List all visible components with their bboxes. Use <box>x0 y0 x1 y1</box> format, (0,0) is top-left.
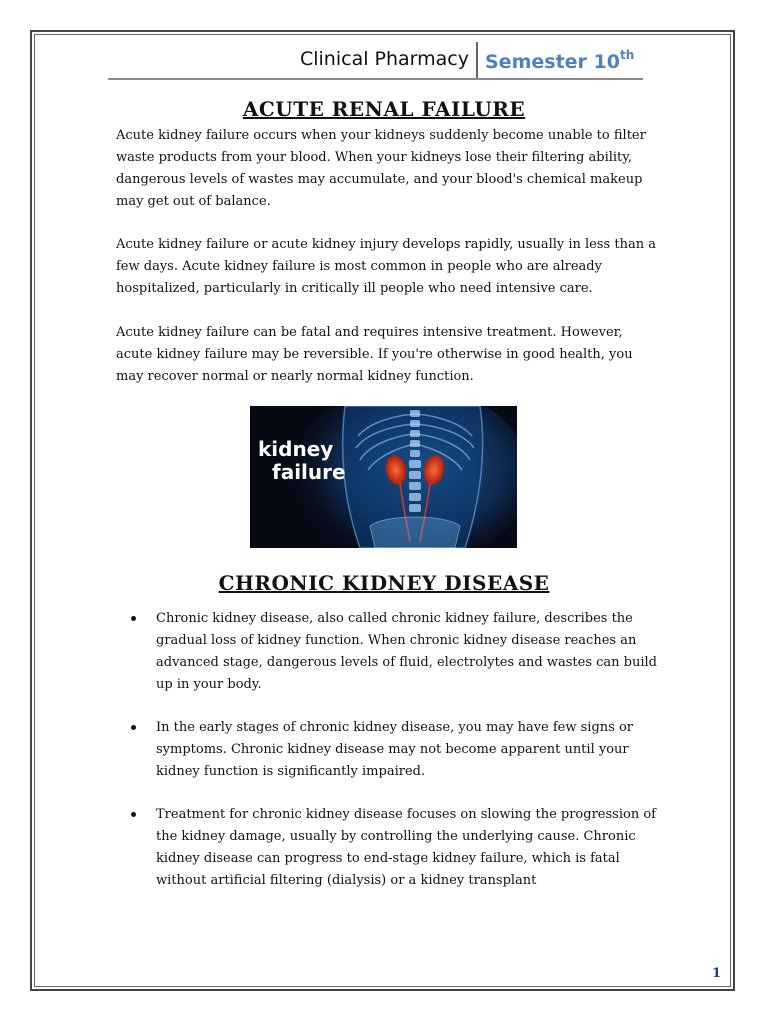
image-caption-line2: failure <box>272 460 346 484</box>
paragraph-1: Acute kidney failure occurs when your kidneys suddenly become unable to filter waste products from your blood. When your kidneys lose their filtering ability, dangerous levels of wastes may accumulate, and your blood's chemical makeup may get out of balance. <box>116 128 646 209</box>
bullet-icon <box>131 812 136 817</box>
list-item-text: Treatment for chronic kidney disease focuses on slowing the progression of the kidney damage, usually by controlling the underlying cause. Chronic kidney disease can progress to end-stage kidney failure, which is fatal without artificial filtering (dialysis) or a kidney transplant <box>156 807 656 888</box>
page-header <box>108 42 643 80</box>
header-course-title: Clinical Pharmacy <box>299 48 469 70</box>
page-number: 1 <box>712 966 722 981</box>
kidney-failure-image <box>250 406 517 548</box>
section-title-acute-renal-failure: ACUTE RENAL FAILURE <box>242 97 526 121</box>
list-item-text: In the early stages of chronic kidney disease, you may have few signs or symptoms. Chronic kidney disease may not become apparent until your kidney function is significantly impaired. <box>156 720 634 779</box>
image-caption-line1: kidney <box>258 437 334 461</box>
ckd-bullet-list <box>128 608 658 913</box>
header-semester-sup: th <box>619 48 635 62</box>
header-semester <box>485 48 634 73</box>
list-item <box>128 717 658 783</box>
header-semester-text: Semester 10 <box>485 51 620 73</box>
section-title-chronic-kidney-disease: CHRONIC KIDNEY DISEASE <box>218 571 550 595</box>
list-item <box>128 804 658 892</box>
bullet-icon <box>131 725 136 730</box>
bullet-icon <box>131 616 136 621</box>
header-separator <box>476 42 478 78</box>
list-item-text: Chronic kidney disease, also called chronic kidney failure, describes the gradual loss of kidney function. When chronic kidney disease reaches an advanced stage, dangerous levels of fluid, electrolytes and wastes can build up in your body. <box>156 611 658 692</box>
image-caption <box>258 438 346 484</box>
paragraph-3: Acute kidney failure can be fatal and requires intensive treatment. However, acute kidney failure may be reversible. If you're otherwise in good health, you may recover normal or nearly normal kidney function. <box>116 325 633 384</box>
paragraph-2: Acute kidney failure or acute kidney injury develops rapidly, usually in less than a few days. Acute kidney failure is most common in people who are already hospitalized, particularly in critically ill people who need intensive care. <box>116 237 656 296</box>
list-item <box>128 608 658 696</box>
